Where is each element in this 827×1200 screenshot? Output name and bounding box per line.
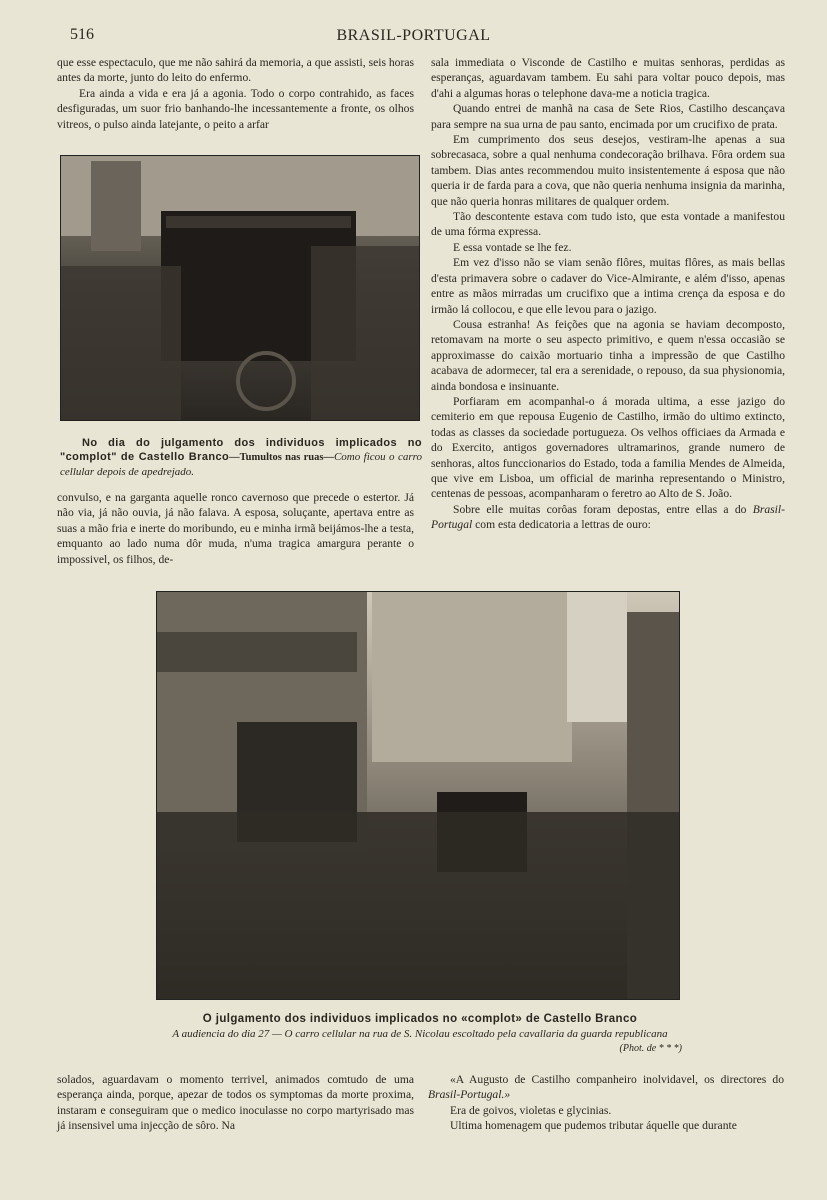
paragraph: Quando entrei de manhã na casa de Sete Rios, Castilho descançava para sempre na sua urna de pau santo, encimada por um crucifixo de prata. bbox=[431, 102, 785, 131]
left-column-top bbox=[57, 55, 414, 132]
magazine-name: Brasil-Portugal.» bbox=[428, 1088, 511, 1102]
paragraph: Em cumprimento dos seus desejos, vestiram-lhe apenas a sua sobrecasaca, sobre a qual nenhuma condecoração brilhava. Fôra ordem sua tambem. Dias antes recommendou muito insistentemente á esposa que não queria ir de farda para a cova, que não queria nenhuma insignia da marinha, que não queria honras militares de qualquer ordem. bbox=[431, 133, 785, 208]
paragraph: E essa vontade se lhe fez. bbox=[453, 240, 572, 254]
photo-cavalry-escort bbox=[156, 591, 680, 1000]
caption-description: Como ficou o carro cellular depois de apedrejado. bbox=[60, 451, 423, 478]
paragraph: Em vez d'isso não se viam senão flôres, muitas flôres, as mais bellas d'esta primavera sobre o cadaver do Vice-Almirante, e além d'isso, apenas entre as mãos mirradas um crucifixo que a intima crença da esposa e do irmão lá collocou, e que elle levou para o jazigo. bbox=[431, 256, 785, 316]
page-number: 516 bbox=[70, 26, 94, 43]
dedication: «A Augusto de Castilho companheiro inolvidavel, os directores do Brasil-Portugal.» bbox=[428, 1073, 784, 1102]
photo-illustration bbox=[61, 156, 419, 420]
photo2-caption bbox=[100, 1012, 740, 1042]
paragraph: Porfiaram em acompanhal-o á morada ultima, a esse jazigo do cemiterio em que repousa Eugenio de Castilho, irmão do ultimo extincto, todas as classes da sociedade portugueza. Os velhos officiaes da Armada e do Exercito, antigos governadores ultramarinos, grande numero de senhoras, altos funccionarios do Estado, toda a familia Mendes de Almeida, que vive em Lisboa, um official de marinha representando o Ministro, centenas de pessoas, acompanharam o feretro ao Alto de S. João. bbox=[431, 394, 785, 501]
paragraph: Era de goivos, violetas e glycinias. bbox=[450, 1103, 612, 1117]
paragraph: convulso, e na garganta aquelle ronco cavernoso que precede o estertor. Já não via, já não ouvia, já não falava. A esposa, soluçante, apertava entre as suas a mão fria e inerte do moribundo, eu e minha irmã beijámos-lhe a testa, emquanto ao lado numa dôr muda, n'uma tragica amargura perante o impossivel, os filhos, de- bbox=[57, 491, 414, 566]
caption-title: No dia do julgamento dos individuos implicados no "complot" de Castello Branco bbox=[60, 437, 422, 463]
caption-title: O julgamento dos individuos implicados no «complot» de Castello Branco bbox=[202, 1013, 638, 1025]
right-column-top bbox=[431, 55, 785, 533]
photo-credit: (Phot. de * * *) bbox=[619, 1043, 682, 1054]
paragraph: Ultima homenagem que pudemos tributar áquelle que durante bbox=[450, 1119, 737, 1133]
left-column-bottom bbox=[57, 1072, 414, 1134]
paragraph: solados, aguardavam o momento terrivel, animados comtudo de uma esperança ainda, porque, apezar de todos os symptomas da morte proxima, instaram e conseguiram que o medico inoculasse no corpo martyrisado mas já insensivel uma injecção de sôro. Na bbox=[57, 1073, 414, 1133]
paragraph: Sobre elle muitas corôas foram depostas, entre ellas a do Brasil-Portugal com esta dedicatoria a lettras de ouro: bbox=[431, 502, 785, 532]
paragraph: Era ainda a vida e era já a agonia. Todo o corpo contrahido, as faces desfiguradas, um suor frio banhando-lhe incessantemente a fronte, os olhos vitreos, o pulso ainda latejante, o peito a arfar bbox=[57, 86, 414, 131]
magazine-name: Brasil-Portugal bbox=[431, 502, 785, 532]
masthead: BRASIL-PORTUGAL bbox=[336, 27, 491, 44]
paragraph: Tão descontente estava com tudo isto, que esta vontade a manifestou de uma fórma expressa. bbox=[431, 210, 785, 239]
left-column-middle bbox=[57, 490, 414, 567]
photo-illustration bbox=[157, 592, 679, 999]
paragraph: Cousa estranha! As feições que na agonia se haviam decomposto, retomavam na morte o seu aspecto primitivo, e quem n'essa occasião se approximasse do caixão mortuario tinha a impressão de que Castilho acabava de adormecer, tal era a serenidade, o repouso, da sua physionomia, ainda bondosa e insinuante. bbox=[431, 317, 785, 393]
photo-crowd-prison-carriage bbox=[60, 155, 420, 421]
photo1-caption bbox=[60, 436, 422, 479]
paragraph: que esse espectaculo, que me não sahirá da memoria, a que assisti, seis horas antes da morte, junto do leito do enfermo. bbox=[57, 56, 414, 85]
paragraph: sala immediata o Visconde de Castilho e muitas senhoras, perdidas as esperanças, aguardavam tambem. Eu sahi para voltar pouco depois, mas d'ahi a algumas horas o telephone dava-me a noticia tragica. bbox=[431, 56, 785, 100]
caption-description: A audiencia do dia 27 — O carro cellular na rua de S. Nicolau escoltado pela cavallaria da guarda republicana bbox=[172, 1028, 668, 1040]
caption-subtitle: —Tumultos nas ruas— bbox=[229, 452, 334, 463]
right-column-bottom bbox=[428, 1072, 784, 1134]
